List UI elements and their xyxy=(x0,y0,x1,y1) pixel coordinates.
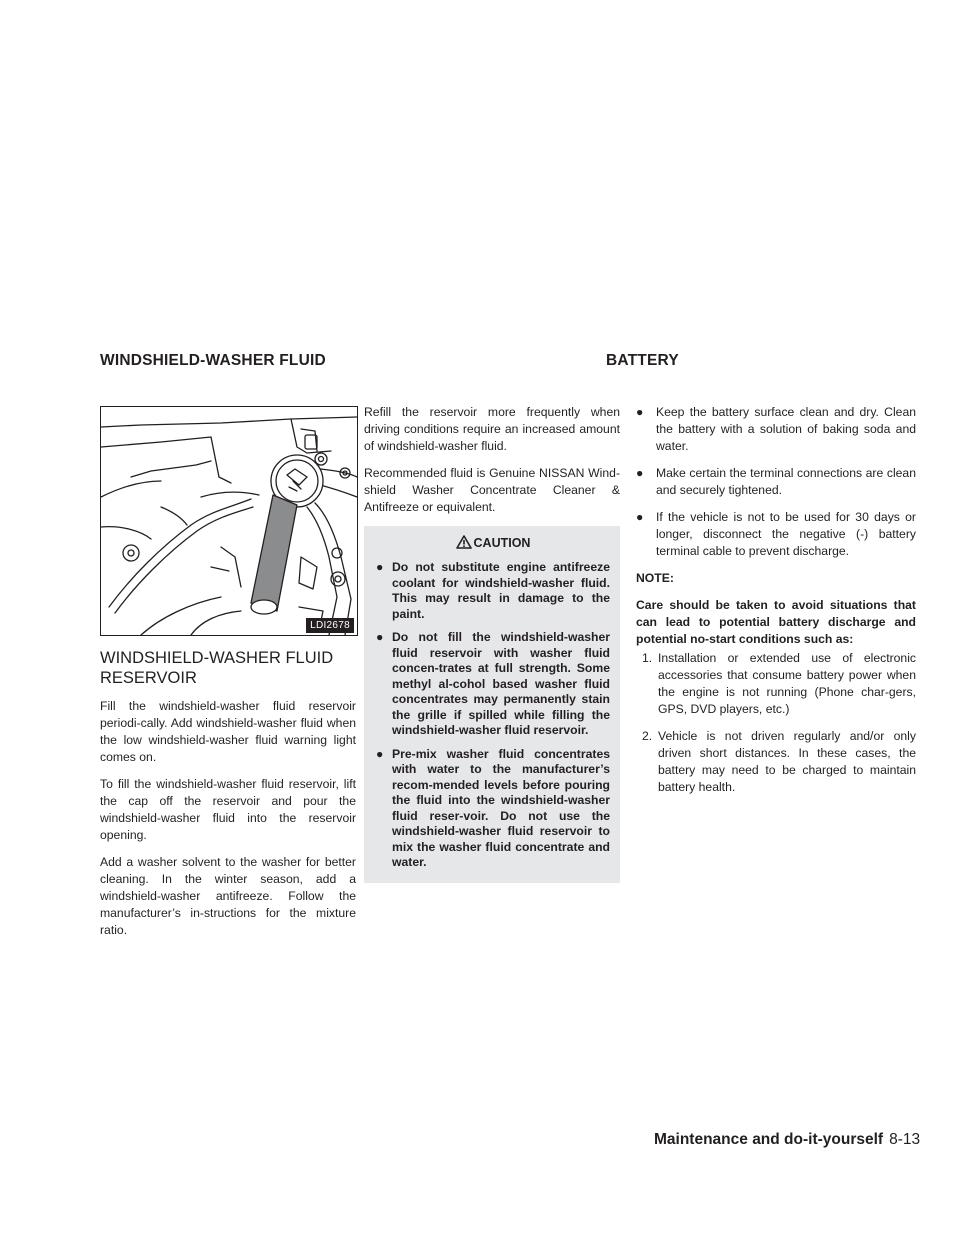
item-number: 2. xyxy=(642,729,653,743)
caution-item xyxy=(376,747,610,871)
caution-item xyxy=(376,560,610,622)
page-number: 8-13 xyxy=(889,1131,921,1148)
caution-box xyxy=(364,526,620,883)
reservoir-illustration xyxy=(100,406,358,636)
footer-section-name: Maintenance and do-it-yourself xyxy=(654,1131,884,1148)
reservoir-subheading: WINDSHIELD-WASHER FLUID RESERVOIR xyxy=(100,649,334,687)
caution-item-text: Do not substitute engine antifreeze coolant for windshield-washer fluid. This may result in damage to the paint. xyxy=(392,560,610,621)
caution-item-text: Do not fill the windshield-washer fluid reservoir with washer fluid concen-trates at full strength. Some methyl al-cohol based washer fluid concentrates may permanently stain the grille if spilled while filling the windshield-washer fluid reservoir. xyxy=(392,630,610,737)
column-middle xyxy=(364,404,620,883)
washer-paragraph: Add a washer solvent to the washer for better cleaning. In the winter season, add a windshield-washer antifreeze. Follow the manufacturer’s in-structions for the mixture ratio. xyxy=(100,855,356,937)
washer-paragraph: To fill the windshield-washer fluid reservoir, lift the cap off the reservoir and pour the windshield-washer fluid into the reservoir opening. xyxy=(100,777,356,842)
engine-bay-drawing xyxy=(101,407,357,635)
figure-label: LDI2678 xyxy=(306,618,354,633)
washer-paragraph: Fill the windshield-washer fluid reservoir periodi-cally. Add windshield-washer fluid when the low windshield-washer fluid warning light comes on. xyxy=(100,699,356,764)
numbered-item xyxy=(636,650,916,718)
battery-bullet xyxy=(636,404,916,455)
battery-bullet-text: If the vehicle is not to be used for 30 days or longer, disconnect the negative (-) battery terminal cable to prevent discharge. xyxy=(656,510,916,558)
bullet-icon: ● xyxy=(376,746,384,761)
item-number: 1. xyxy=(642,651,653,665)
washer-paragraph: Recommended fluid is Genuine NISSAN Wind-shield Washer Concentrate Cleaner & Antifreeze or equivalent. xyxy=(364,466,620,514)
caution-item xyxy=(376,630,610,739)
section-heading-washer: WINDSHIELD-WASHER FLUID xyxy=(100,352,326,369)
battery-bullet-text: Keep the battery surface clean and dry. Clean the battery with a solution of baking soda and water. xyxy=(656,405,916,453)
bullet-icon: ● xyxy=(376,560,384,574)
washer-paragraph: Refill the reservoir more frequently when driving conditions require an increased amount of windshield-washer fluid. xyxy=(364,405,620,453)
page-footer xyxy=(654,1130,920,1150)
caution-title xyxy=(376,534,610,552)
numbered-item xyxy=(636,728,916,796)
note-label: NOTE: xyxy=(636,571,674,585)
battery-bullet-text: Make certain the terminal connections are clean and securely tightened. xyxy=(656,466,916,497)
numbered-item-text: Vehicle is not driven regularly and/or only driven short distances. In these cases, the battery may need to be charged to maintain battery health. xyxy=(658,729,916,794)
bullet-icon: ● xyxy=(636,510,644,524)
section-heading-battery: BATTERY xyxy=(606,352,679,369)
bullet-icon: ● xyxy=(636,466,644,480)
column-right xyxy=(636,404,916,806)
note-text: Care should be taken to avoid situations that can lead to potential battery discharge and potential no-start conditions such as: xyxy=(636,598,916,646)
numbered-item-text: Installation or extended use of electronic accessories that consume battery power when the engine is not running (Phone char-gers, GPS, DVD players, etc.) xyxy=(658,651,916,716)
warning-triangle-icon xyxy=(456,535,472,549)
bullet-icon: ● xyxy=(636,405,644,419)
caution-title-text: CAUTION xyxy=(473,536,531,550)
caution-item-text: Pre-mix washer fluid concentrates with water to the manufacturer’s recom-mended levels before pouring the fluid into the windshield-washer fluid reser-voir. Do not use the windshield-washer fluid reservoir to mix the washer fluid concentrate and water. xyxy=(392,746,610,869)
column-left xyxy=(100,406,356,949)
battery-bullet xyxy=(636,509,916,560)
battery-bullet xyxy=(636,465,916,499)
bullet-icon: ● xyxy=(376,630,384,644)
